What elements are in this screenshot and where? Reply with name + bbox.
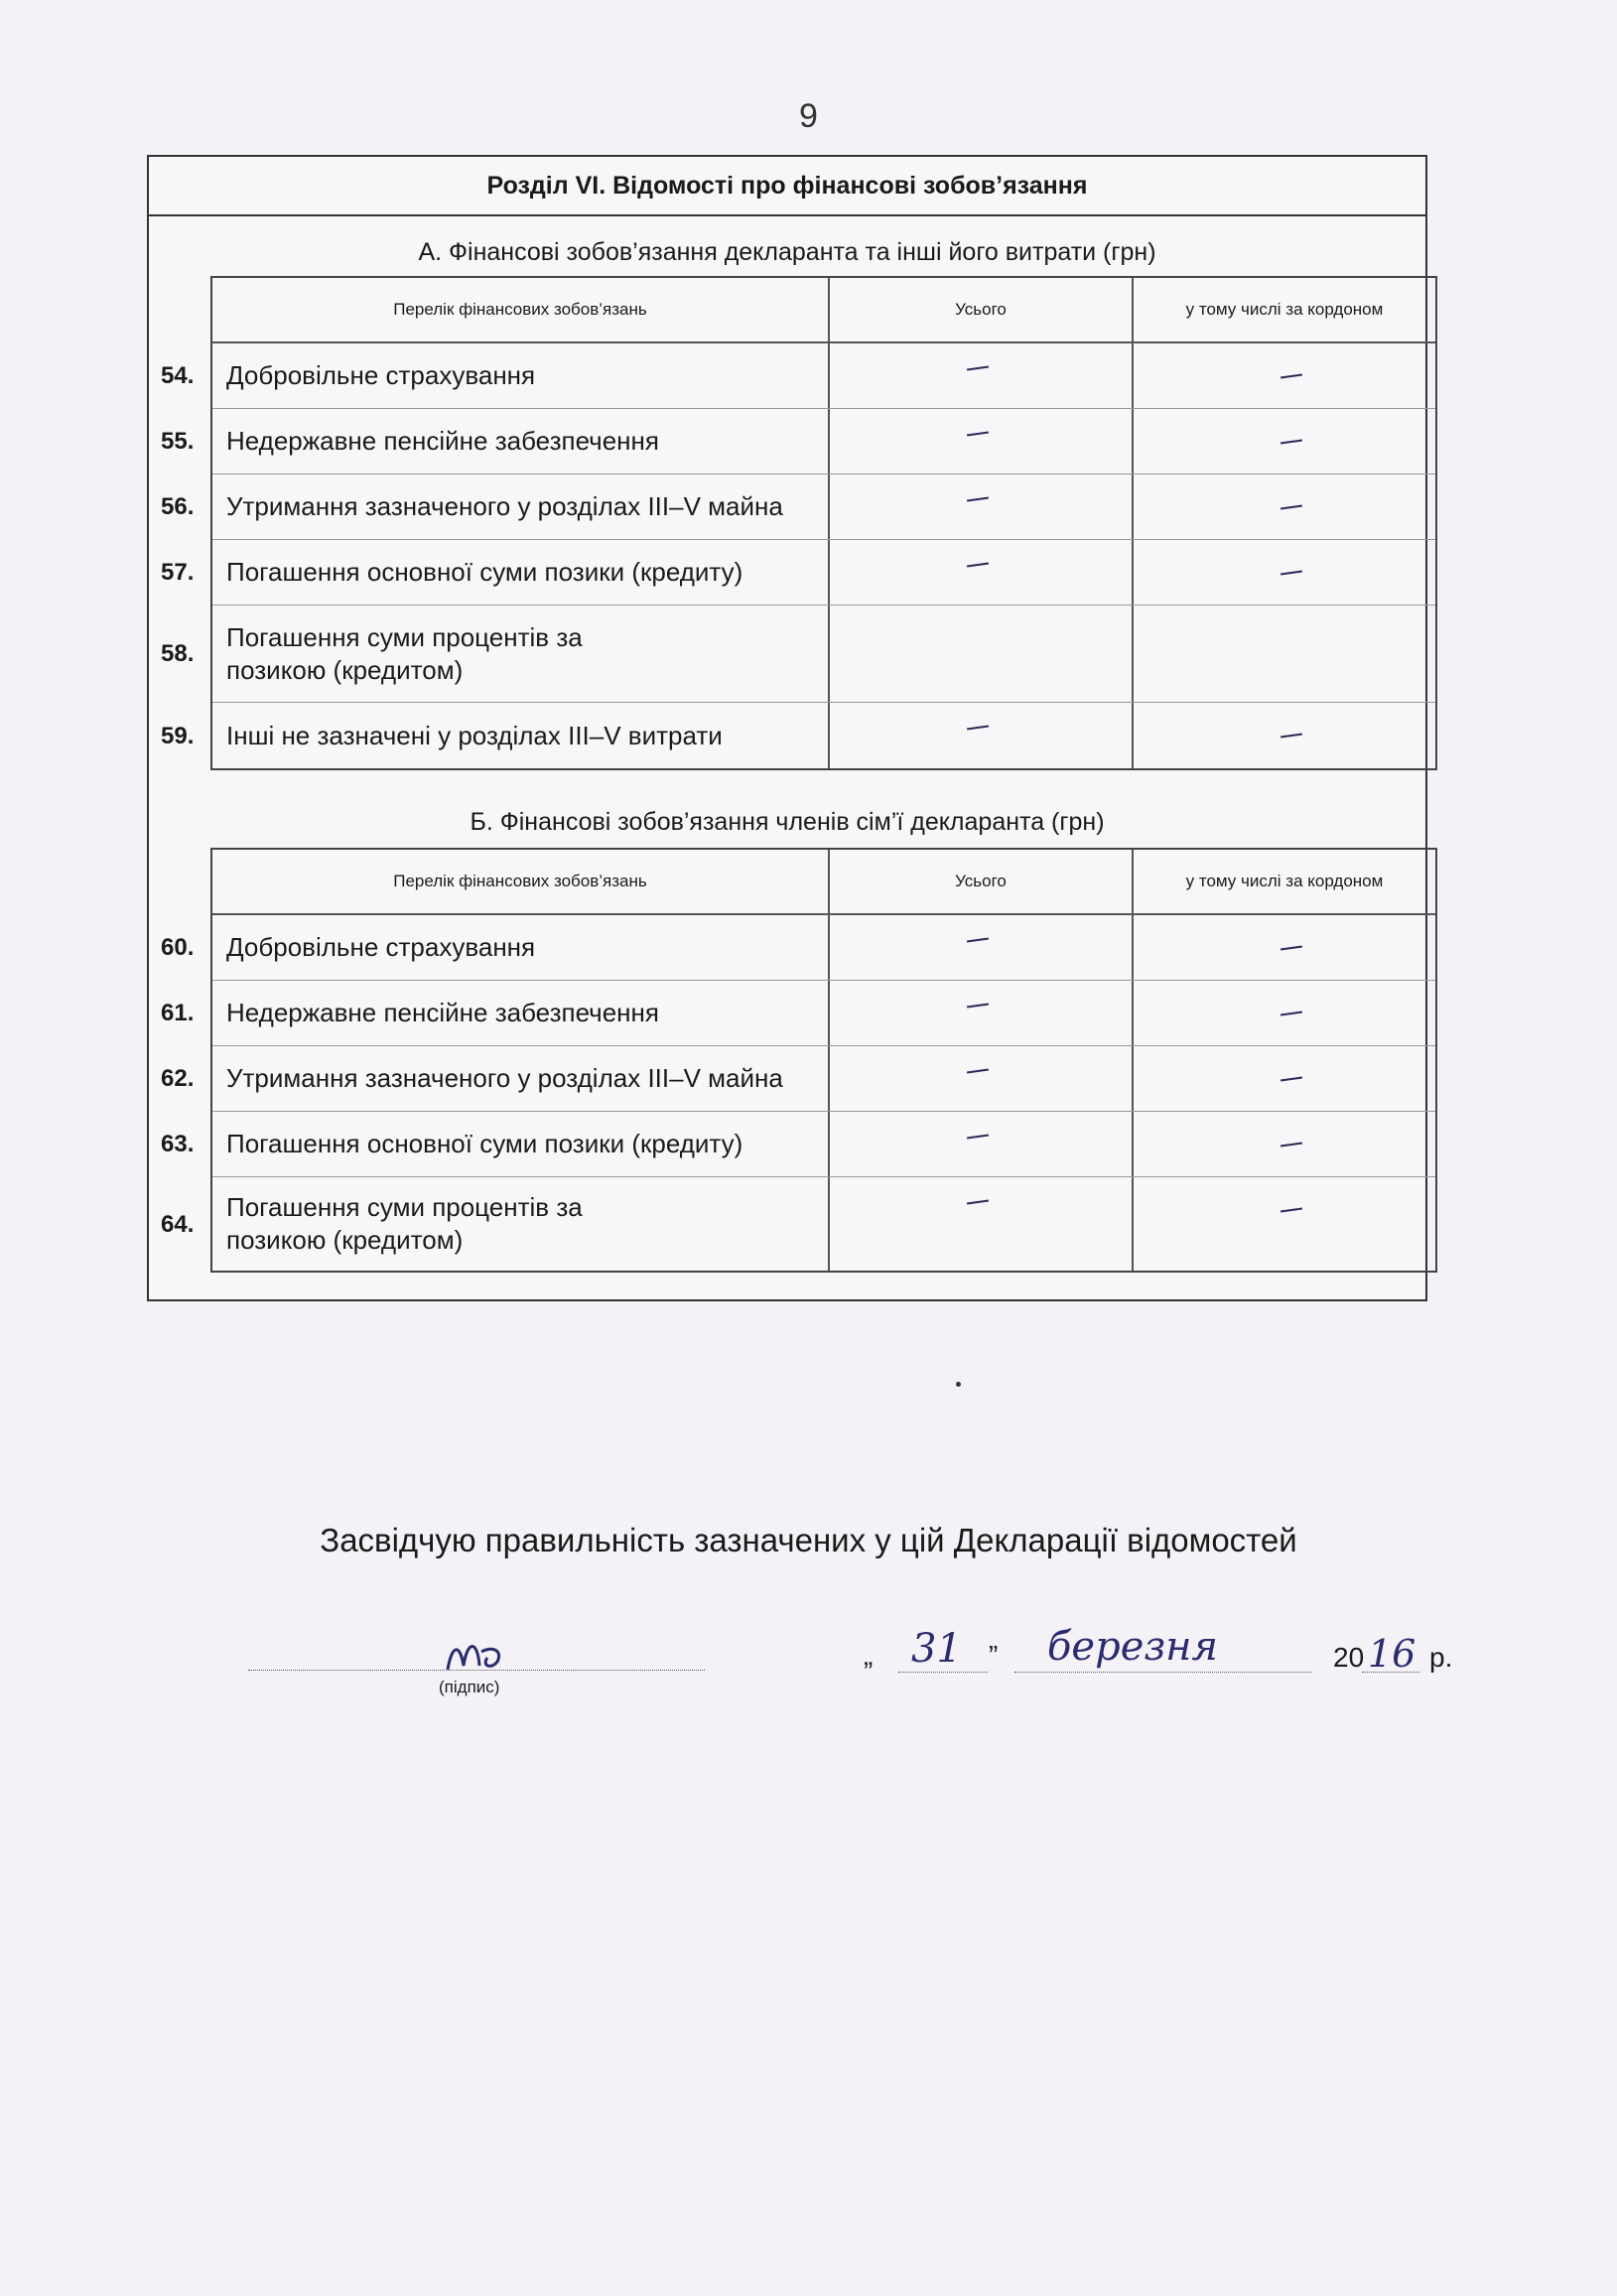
row-number: 63.: [161, 1131, 195, 1157]
year-unit: р.: [1429, 1642, 1453, 1673]
total-dash: [967, 937, 989, 942]
row-number: 59.: [161, 722, 195, 749]
total-dash: [967, 431, 989, 436]
table-row: [161, 1177, 1435, 1271]
header-total: Усього: [830, 278, 1134, 341]
handwritten-signature: [442, 1636, 511, 1680]
row-label: Добровільне страхування: [226, 360, 536, 390]
signature-label: (підпис): [439, 1678, 500, 1696]
signature-row: [0, 1624, 1617, 1696]
table-row: [161, 703, 1435, 768]
header-list: Перелік фінансових зобов’язань: [212, 278, 830, 341]
abroad-dash: [1280, 733, 1302, 738]
row-number: 62.: [161, 1065, 195, 1092]
row-label: Погашення основної суми позики (кредиту): [226, 1129, 743, 1158]
row-number: 57.: [161, 559, 195, 586]
row-label: Погашення основної суми позики (кредиту): [226, 557, 743, 587]
row-label: Утримання зазначеного у розділах III–V майна: [226, 1063, 783, 1093]
row-label: Недержавне пенсійне забезпечення: [226, 998, 659, 1027]
table-row: [161, 606, 1435, 703]
header-list: Перелік фінансових зобов’язань: [212, 850, 830, 913]
table-row: [161, 540, 1435, 606]
total-dash: [967, 1134, 989, 1139]
table-row: [161, 474, 1435, 540]
year-suffix: 16: [1368, 1632, 1416, 1676]
row-number: 56.: [161, 493, 195, 520]
row-number: 58.: [161, 640, 195, 667]
part-b-header: [212, 850, 1435, 915]
part-b-table: [161, 848, 1437, 1273]
row-number: 60.: [161, 934, 195, 961]
abroad-dash: [1280, 945, 1302, 950]
abroad-dash: [1280, 1011, 1302, 1015]
ink-dot: [956, 1382, 961, 1387]
row-label: Добровільне страхування: [226, 932, 536, 962]
month-line: [1014, 1672, 1312, 1673]
total-dash: [967, 365, 989, 370]
row-number: 64.: [161, 1210, 195, 1238]
certification-text: Засвідчую правильність зазначених у цій Декларації відомостей: [320, 1522, 1297, 1558]
table-row: [161, 981, 1435, 1046]
quote-close: ”: [989, 1640, 999, 1671]
total-dash: [967, 1068, 989, 1073]
header-abroad: у тому числі за кордоном: [1185, 872, 1384, 890]
section-frame: [147, 155, 1427, 1301]
total-dash: [967, 562, 989, 567]
row-label: Погашення суми процентів за позикою (кредитом): [226, 621, 583, 685]
row-number: 54.: [161, 362, 195, 389]
row-label: Погашення суми процентів за позикою (кредитом): [226, 1192, 583, 1255]
total-dash: [967, 1003, 989, 1008]
date-day: 31: [911, 1626, 962, 1672]
day-line: [898, 1672, 988, 1673]
abroad-dash: [1280, 439, 1302, 444]
abroad-dash: [1280, 1207, 1302, 1212]
header-total: Усього: [830, 850, 1134, 913]
table-row: [161, 1046, 1435, 1112]
row-label: Інші не зазначені у розділах III–V витрати: [226, 720, 723, 750]
part-a-title: А. Фінансові зобов’язання декларанта та інші його витрати (грн): [418, 238, 1156, 266]
row-number: 61.: [161, 1000, 195, 1026]
part-b-title: Б. Фінансові зобов’язання членів сім’ї декларанта (грн): [470, 808, 1105, 836]
section-title: Розділ VI. Відомості про фінансові зобов’язання: [149, 157, 1425, 216]
table-row: [161, 343, 1435, 409]
page-number: 9: [799, 97, 818, 135]
part-a-header: [212, 278, 1435, 343]
year-prefix: 20: [1333, 1642, 1365, 1673]
date-month: березня: [1047, 1624, 1219, 1670]
row-label: Недержавне пенсійне забезпечення: [226, 426, 659, 456]
total-dash: [967, 496, 989, 501]
abroad-dash: [1280, 373, 1302, 378]
row-number: 55.: [161, 428, 195, 455]
table-row: [161, 409, 1435, 474]
row-label: Утримання зазначеного у розділах III–V майна: [226, 491, 783, 521]
part-a-table: [161, 276, 1437, 770]
quote-open: „: [864, 1640, 874, 1671]
table-row: [161, 915, 1435, 981]
table-row: [161, 1112, 1435, 1177]
header-abroad: у тому числі за кордоном: [1185, 300, 1384, 319]
abroad-dash: [1280, 504, 1302, 509]
abroad-dash: [1280, 570, 1302, 575]
abroad-dash: [1280, 1142, 1302, 1147]
total-dash: [967, 1199, 989, 1204]
total-dash: [967, 725, 989, 730]
abroad-dash: [1280, 1076, 1302, 1081]
